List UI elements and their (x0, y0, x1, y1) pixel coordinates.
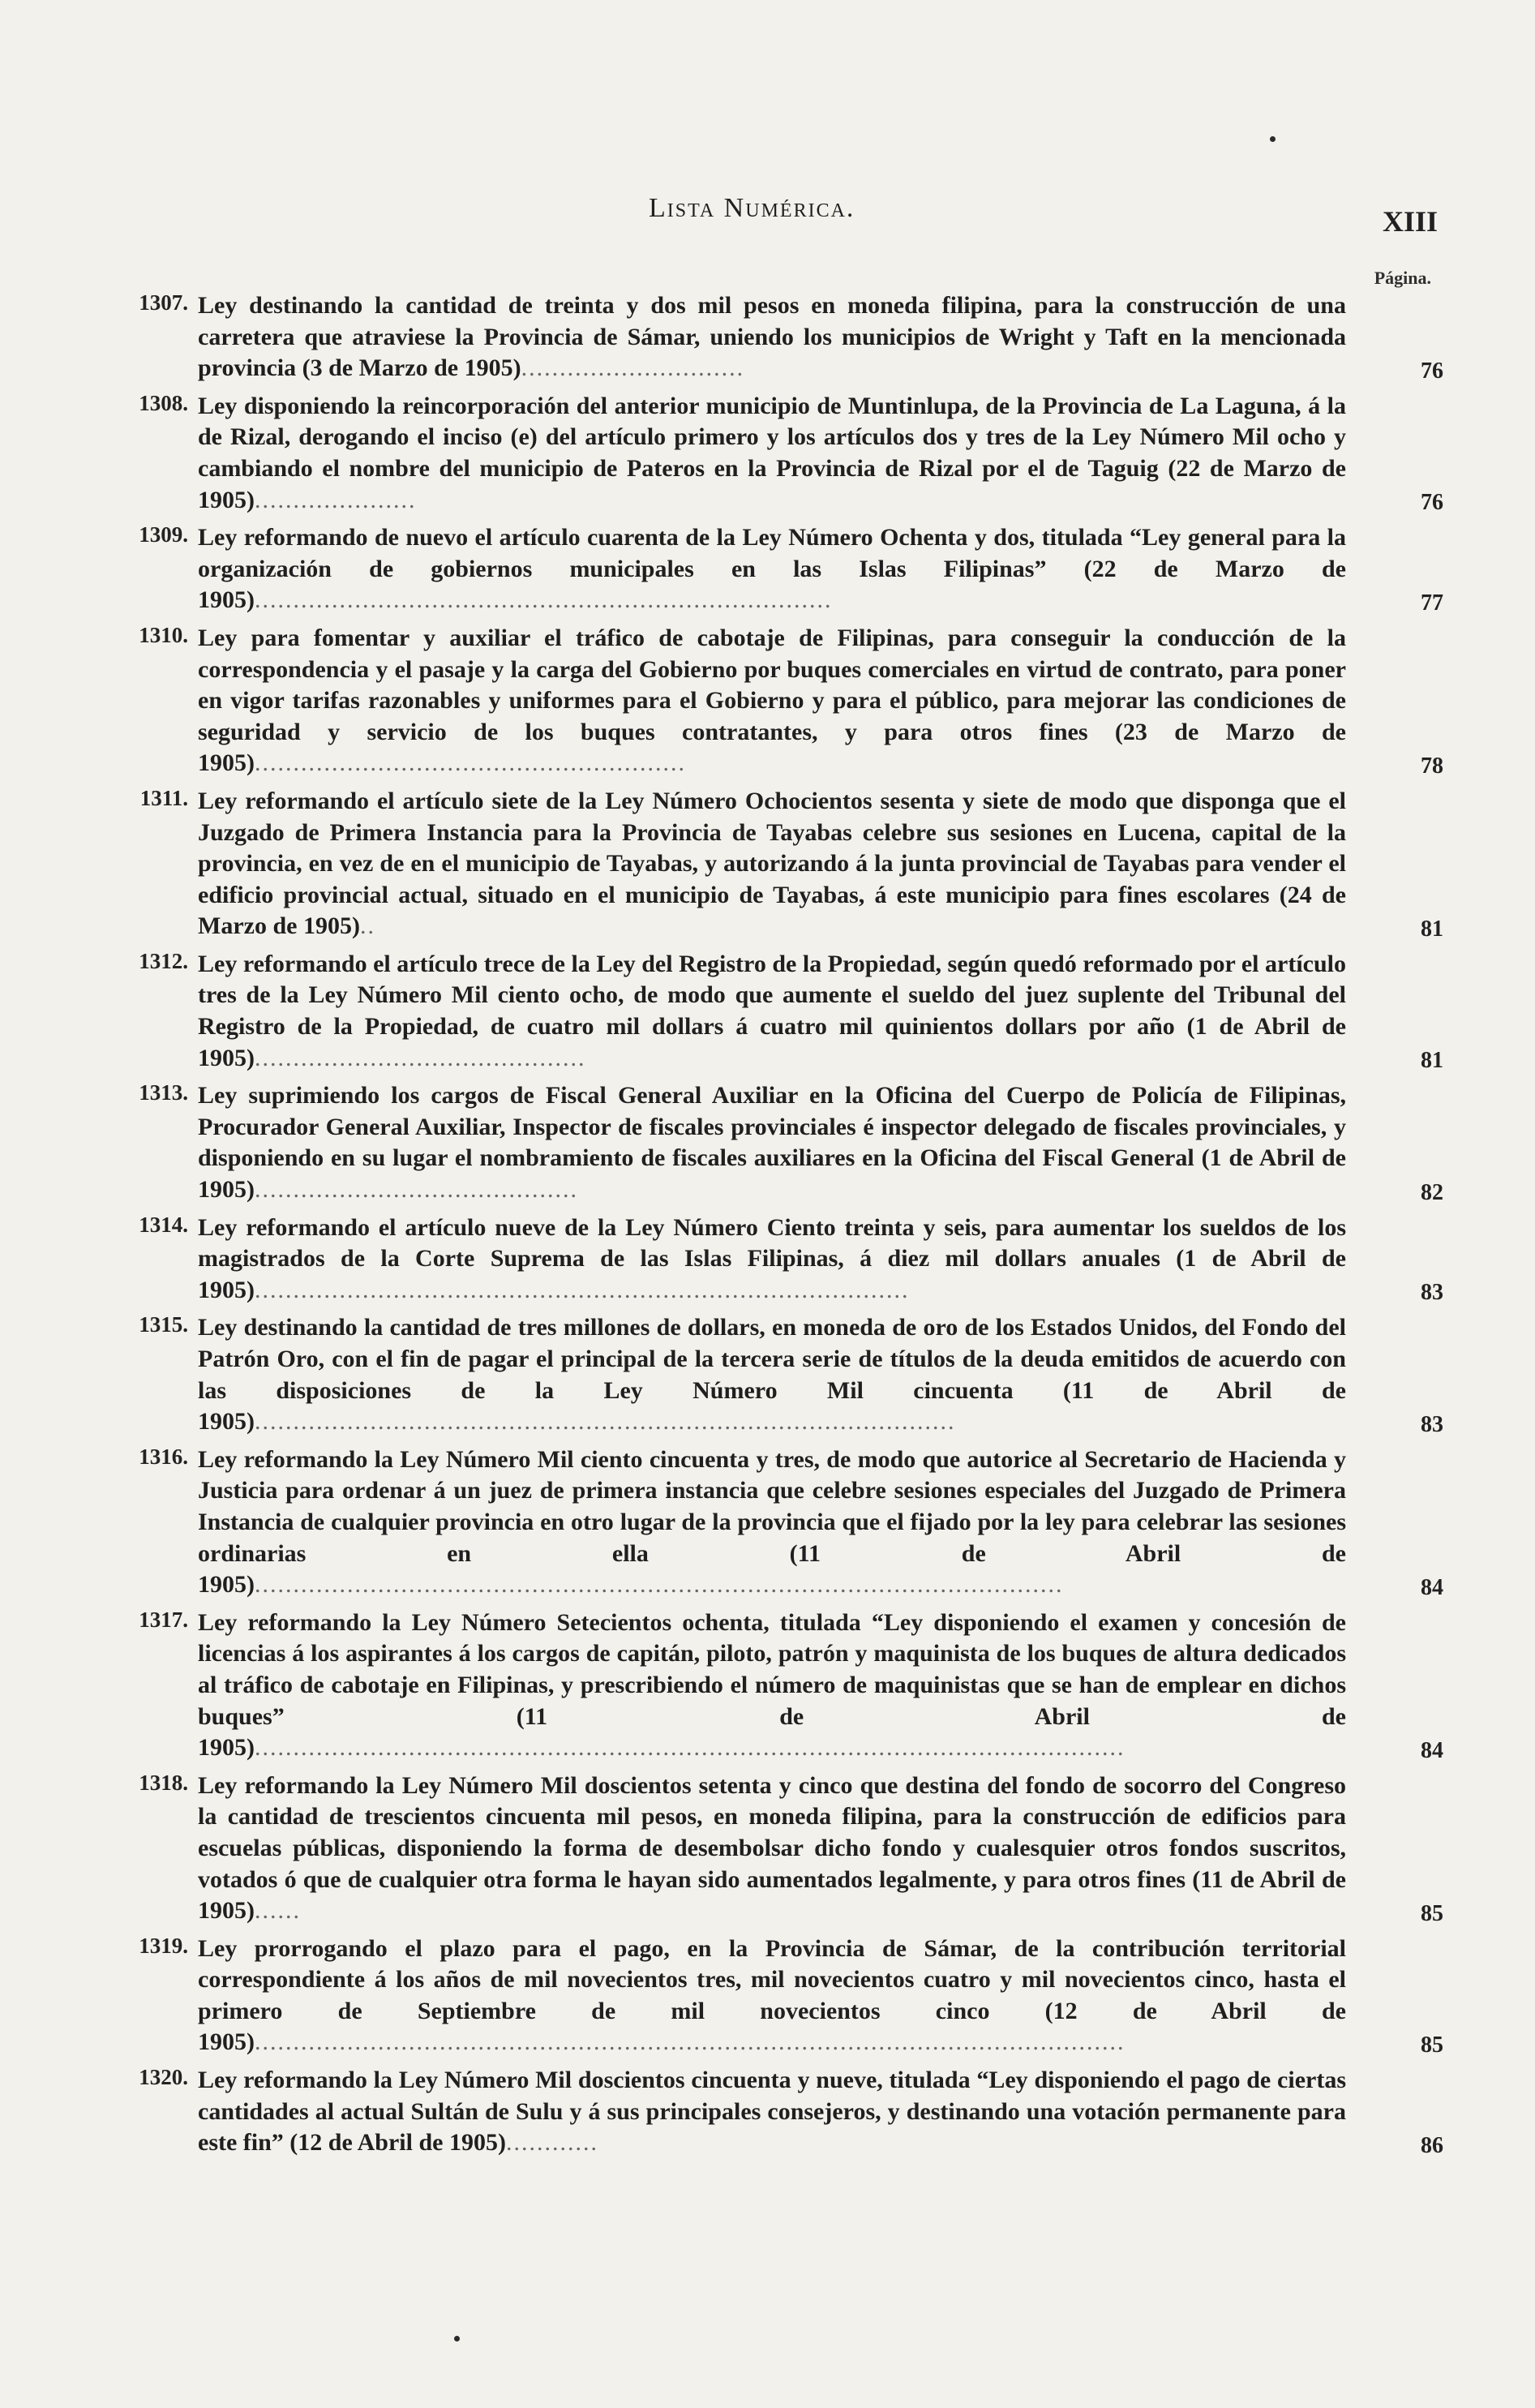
ink-speck-icon (454, 2336, 460, 2341)
entry-number: 1307. (139, 290, 188, 315)
entry-text: Ley reformando el artículo trece de la Ley del Registro de la Propiedad, según quedó reformado por el artículo tres de la Ley Número Mil ciento ocho, de modo que aumente el sueldo del juez suplente del Tribunal del Registro de la Propiedad, de cuatro mil dollars á cuatro mil quinientos dollars por año (1 de Abril de 1905) (198, 950, 1346, 1071)
entry-number: 1317. (139, 1607, 188, 1632)
entry-text: Ley reformando la Ley Número Mil doscientos setenta y cinco que destina del fondo de socorro del Congreso la cantidad de trescientos cincuenta mil pesos, en moneda filipina, para la construcción de edificios para escuelas públicas, disponiendo la forma de desembolsar dicho fondo y cualesquier otros fondos suscritos, votados ó que de cualquier otra forma le hayan sido aumentados legalmente, y para otros fines (11 de Abril de 1905) (198, 1771, 1346, 1925)
dot-leader: .......................................... (255, 1176, 578, 1204)
entry-page: 85 (1421, 2032, 1443, 2058)
dot-leader: ...... (255, 1897, 301, 1925)
entry-text: Ley reformando el artículo nueve de la Ley Número Ciento treinta y seis, para aumentar los sueldos de los magistrados de la Corte Suprema de las Islas Filipinas, á diez mil dollars anuales (1 de Abril de 1905) (198, 1213, 1346, 1303)
entry-number: 1316. (139, 1444, 188, 1469)
entry-text: Ley suprimiendo los cargos de Fiscal General Auxiliar en la Oficina del Cuerpo de Policía de Filipinas, Procurador General Auxiliar, Inspector de fiscales provinciales é inspector delegado de fiscales provinciales, y disponiendo en su lugar el nombramiento de fiscales auxiliares en la Oficina del Fiscal General (1 de Abril de 1905) (198, 1082, 1346, 1204)
list-item (114, 1607, 1443, 1764)
dot-leader: ..................... (255, 486, 417, 513)
list-item (114, 1080, 1443, 1205)
list-item (114, 1771, 1443, 1927)
entry-page: 83 (1421, 1411, 1443, 1437)
dot-leader: ......................................................................................................... (255, 1571, 1064, 1599)
list-item (114, 786, 1443, 942)
entry-page: 81 (1421, 1048, 1443, 1074)
entry-number: 1308. (139, 390, 188, 415)
dot-leader: ........................................................................... (255, 586, 833, 614)
entry-text: Ley para fomentar y auxiliar el tráfico de cabotaje de Filipinas, para conseguir la conducción de la correspondencia y el pasaje y la carga del Gobierno por buques comerciales en virtud de contrato, para poner en vigor tarifas razonables y uniformes para el Gobierno y para el público, para mejorar las condiciones de seguridad y servicio de los buques contratantes, y para otros fines (23 de Marzo de 1905) (198, 624, 1346, 777)
entry-page: 85 (1421, 1900, 1443, 1926)
entry-number: 1311. (139, 785, 188, 810)
list-item (114, 391, 1443, 516)
dot-leader: ..................................................................................... (255, 1276, 910, 1303)
entry-number: 1314. (139, 1212, 188, 1237)
entry-text: Ley reformando de nuevo el artículo cuarenta de la Ley Número Ochenta y dos, titulada “Ley general para la organización de gobiernos municipales en las Islas Filipinas” (22 de Marzo de 1905) (198, 524, 1346, 614)
dot-leader: ........................................... (255, 1044, 586, 1071)
entry-page: 83 (1421, 1280, 1443, 1306)
entry-page: 84 (1421, 1737, 1443, 1763)
dot-leader: ............ (505, 2129, 598, 2157)
entry-text: Ley reformando la Ley Número Mil doscientos cincuenta y nueve, titulada “Ley disponiendo el pago de ciertas cantidades al actual Sultán de Sulu y á sus principales consejeros, y destinando una votación permanente para este fin” (12 de Abril de 1905) (198, 2067, 1346, 2157)
list-item (114, 1312, 1443, 1437)
entry-page: 76 (1421, 490, 1443, 516)
ink-speck-icon (1270, 136, 1276, 142)
entry-text: Ley destinando la cantidad de tres millones de dollars, en moneda de oro de los Estados Unidos, del Fondo del Patrón Oro, con el fin de pagar el principal de la tercera serie de títulos de la deuda emitidos de acuerdo con las disposiciones de la Ley Número Mil cincuenta (11 de Abril de 1905) (198, 1314, 1346, 1436)
list-item (114, 1444, 1443, 1601)
entry-text: Ley prorrogando el plazo para el pago, en la Provincia de Sámar, de la contribución territorial correspondiente á los años de mil novecientos tres, mil novecientos cuatro y mil novecientos cinco, hasta el primero de Septiembre de mil novecientos cinco (12 de Abril de 1905) (198, 1934, 1346, 2056)
list-item (114, 1213, 1443, 1307)
dot-leader: .. (359, 912, 375, 940)
list-item (114, 949, 1443, 1074)
list-item (114, 522, 1443, 616)
entry-number: 1318. (139, 1770, 188, 1795)
running-title: Lista Numérica. (649, 193, 855, 223)
entry-list (114, 290, 1443, 2165)
entry-number: 1310. (139, 622, 188, 647)
entry-page: 78 (1421, 753, 1443, 779)
entry-page: 82 (1421, 1179, 1443, 1205)
list-item (114, 1934, 1443, 2058)
entry-page: 81 (1421, 916, 1443, 942)
entry-page: 77 (1421, 590, 1443, 616)
entry-page: 86 (1421, 2132, 1443, 2158)
entry-text: Ley reformando la Ley Número Setecientos ochenta, titulada “Ley disponiendo el examen y concesión de licencias á los aspirantes á los cargos de capitán, piloto, patrón y maquinista de los buques de altura dedicados al tráfico de cabotaje en Filipinas, y prescribiendo el número de maquinistas que se han de emplear en dichos buques” (11 de Abril de 1905) (198, 1608, 1346, 1762)
entry-number: 1319. (139, 1933, 188, 1958)
entry-page: 84 (1421, 1574, 1443, 1600)
page-header (0, 187, 1535, 243)
entry-text: Ley destinando la cantidad de treinta y dos mil pesos en moneda filipina, para la construcción de una carretera que atraviese la Provincia de Sámar, uniendo los municipios de Wright y Taft en la mencionada provincia (3 de Marzo de 1905) (198, 292, 1346, 382)
dot-leader: ................................................................................................................. (255, 2028, 1126, 2056)
entry-text: Ley disponiendo la reincorporación del anterior municipio de Muntinlupa, de la Provincia de La Laguna, á la de Rizal, derogando el inciso (e) del artículo primero y los artículos dos y tres de la Ley Número Mil ocho y cambiando el nombre del municipio de Pateros en la Provincia de Rizal por el de Taguig (22 de Marzo de 1905) (198, 392, 1346, 513)
dot-leader: ........................................................ (255, 749, 686, 777)
list-item (114, 2065, 1443, 2159)
entry-page: 76 (1421, 358, 1443, 384)
entry-number: 1313. (139, 1080, 188, 1105)
entry-number: 1312. (139, 948, 188, 973)
list-item (114, 290, 1443, 384)
entry-number: 1320. (139, 2065, 188, 2090)
entry-text: Ley reformando el artículo siete de la Ley Número Ochocientos sesenta y siete de modo que disponga que el Juzgado de Primera Instancia para la Provincia de Tayabas celebre sus sesiones en Lucena, capital de la provincia, en vez de en el municipio de Tayabas, y autorizando á la junta provincial de Tayabas para vender el edificio provincial actual, situado en el municipio de Tayabas, á este municipio para fines escolares (24 de Marzo de 1905) (198, 787, 1346, 940)
dot-leader: ................................................................................................................. (255, 1734, 1126, 1762)
entry-text: Ley reformando la Ley Número Mil ciento cincuenta y tres, de modo que autorice al Secretario de Hacienda y Justicia para ordenar á un juez de primera instancia que celebre sesiones especiales del Juzgado de Primera Instancia de cualquier provincia en otro lugar de la provincia que el fijado por la ley para celebrar las sesiones ordinarias en ella (11 de Abril de 1905) (198, 1445, 1346, 1599)
dot-leader: ........................................................................................... (255, 1408, 956, 1436)
dot-leader: ............................. (521, 354, 745, 382)
entry-number: 1309. (139, 522, 188, 547)
page-column-label: Página. (1374, 268, 1431, 288)
page-number: XIII (1382, 205, 1438, 238)
entry-number: 1315. (139, 1312, 188, 1337)
list-item (114, 623, 1443, 779)
